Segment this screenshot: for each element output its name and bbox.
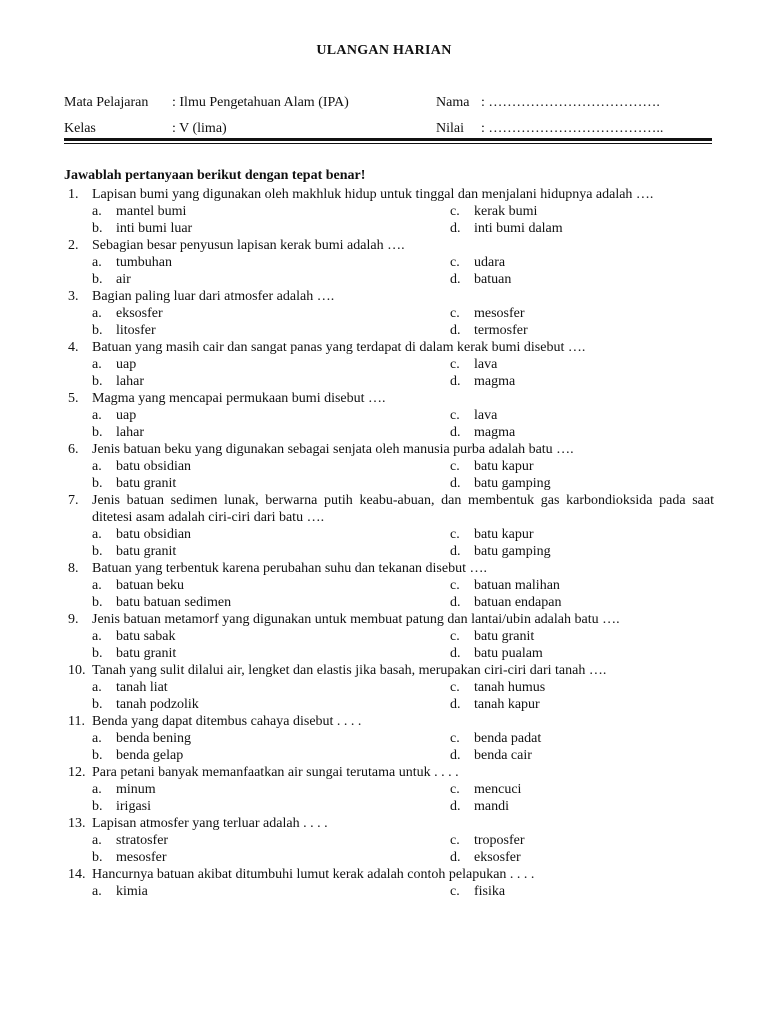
question-number: 2.: [68, 238, 79, 253]
answer-option: [92, 220, 192, 237]
question-text-block: [64, 866, 714, 883]
question-number: 10.: [68, 663, 86, 678]
question-number: 8.: [68, 561, 79, 576]
question-number: 5.: [68, 391, 79, 406]
option-text: tanah humus: [474, 680, 546, 695]
option-letter: b.: [92, 221, 103, 236]
option-text: inti bumi luar: [116, 221, 193, 236]
answer-option: [92, 577, 184, 594]
answer-option: [450, 424, 515, 441]
question-text-block: [64, 339, 714, 356]
answer-option: [450, 798, 509, 815]
question-text: Jenis batuan metamorf yang digunakan untuk membuat patung dan lantai/ubin adalah batu ….: [92, 612, 620, 627]
question-number: 1.: [68, 187, 79, 202]
option-text: eksosfer: [474, 850, 521, 865]
answer-option: [450, 577, 560, 594]
option-text: batu obsidian: [116, 527, 192, 542]
question-item: [64, 713, 714, 764]
answer-option: [92, 373, 144, 390]
option-letter: b.: [92, 595, 103, 610]
answer-option: [92, 322, 156, 339]
question-text-block: [64, 764, 714, 781]
question-number: 12.: [68, 765, 86, 780]
question-list: [64, 186, 714, 900]
option-row: [64, 254, 714, 271]
option-letter: c.: [450, 629, 460, 644]
option-letter: c.: [450, 731, 460, 746]
option-letter: a.: [92, 204, 102, 219]
option-text: tumbuhan: [116, 255, 172, 270]
answer-option: [92, 645, 176, 662]
option-text: magma: [474, 425, 516, 440]
answer-option: [92, 475, 176, 492]
question-text-block: [64, 713, 714, 730]
question-number: 3.: [68, 289, 79, 304]
class-value: : V (lima): [172, 121, 227, 136]
option-letter: d.: [450, 799, 461, 814]
answer-option: [92, 305, 163, 322]
question-item: [64, 611, 714, 662]
option-letter: c.: [450, 408, 460, 423]
question-item: [64, 390, 714, 441]
option-letter: d.: [450, 221, 461, 236]
option-letter: c.: [450, 459, 460, 474]
question-item: [64, 186, 714, 237]
option-row: [64, 628, 714, 645]
option-letter: c.: [450, 357, 460, 372]
instruction-text: Jawablah pertanyaan berikut dengan tepat benar!: [64, 168, 366, 183]
option-letter: b.: [92, 323, 103, 338]
option-letter: a.: [92, 680, 102, 695]
answer-option: [92, 203, 186, 220]
question-item: [64, 237, 714, 288]
option-text: batu batuan sedimen: [116, 595, 232, 610]
answer-option: [92, 356, 136, 373]
option-row: [64, 458, 714, 475]
option-text: stratosfer: [116, 833, 169, 848]
page-title: ULANGAN HARIAN: [316, 43, 452, 58]
question-item: [64, 288, 714, 339]
question-item: [64, 492, 714, 560]
option-text: batu sabak: [116, 629, 176, 644]
question-item: [64, 441, 714, 492]
option-letter: c.: [450, 884, 460, 899]
question-number: 4.: [68, 340, 79, 355]
option-letter: d.: [450, 476, 461, 491]
score-label: Nilai: [436, 121, 464, 136]
option-letter: d.: [450, 374, 461, 389]
class-label: Kelas: [64, 121, 96, 136]
question-text-block: [64, 560, 714, 577]
answer-option: [92, 407, 136, 424]
option-letter: c.: [450, 833, 460, 848]
option-letter: d.: [450, 850, 461, 865]
question-text: Lapisan bumi yang digunakan oleh makhluk hidup untuk tinggal dan menjalani hidupnya adalah ….: [92, 187, 654, 202]
answer-option: [450, 832, 525, 849]
option-text: batu pualam: [474, 646, 543, 661]
score-field: : ………………………………..: [481, 121, 664, 136]
answer-option: [92, 458, 191, 475]
option-row: [64, 781, 714, 798]
header-rule-thick: [64, 138, 712, 141]
option-row: [64, 543, 714, 560]
option-text: uap: [116, 357, 137, 372]
option-text: litosfer: [116, 323, 156, 338]
answer-option: [92, 798, 151, 815]
option-letter: c.: [450, 204, 460, 219]
option-text: air: [116, 272, 131, 287]
question-item: [64, 764, 714, 815]
answer-option: [450, 628, 534, 645]
subject-label: Mata Pelajaran: [64, 95, 149, 110]
answer-option: [450, 322, 528, 339]
option-letter: a.: [92, 255, 102, 270]
option-row: [64, 883, 714, 900]
question-number: 14.: [68, 867, 86, 882]
answer-option: [450, 730, 541, 747]
option-letter: d.: [450, 595, 461, 610]
option-row: [64, 373, 714, 390]
question-text: Jenis batuan sedimen lunak, berwarna putih keabu-abuan, dan membentuk gas karbondioksida pada saat ditetesi asam adalah ciri-ciri dari batu ….: [92, 493, 714, 525]
option-row: [64, 526, 714, 543]
option-text: batuan: [474, 272, 512, 287]
option-row: [64, 849, 714, 866]
option-letter: b.: [92, 374, 103, 389]
option-text: benda bening: [116, 731, 192, 746]
answer-option: [450, 849, 521, 866]
question-text-block: [64, 237, 714, 254]
option-text: batuan beku: [116, 578, 185, 593]
option-row: [64, 271, 714, 288]
answer-option: [450, 526, 533, 543]
option-letter: d.: [450, 646, 461, 661]
option-letter: c.: [450, 255, 460, 270]
name-label: Nama: [436, 95, 470, 110]
option-text: tanah podzolik: [116, 697, 199, 712]
option-text: batu kapur: [474, 527, 534, 542]
option-text: uap: [116, 408, 137, 423]
option-row: [64, 203, 714, 220]
option-row: [64, 696, 714, 713]
option-text: udara: [474, 255, 506, 270]
option-row: [64, 577, 714, 594]
name-field: : ……………………………….: [481, 95, 660, 110]
option-row: [64, 832, 714, 849]
option-row: [64, 356, 714, 373]
option-row: [64, 730, 714, 747]
option-letter: d.: [450, 272, 461, 287]
option-text: tanah liat: [116, 680, 168, 695]
option-text: batu granit: [116, 544, 177, 559]
question-text: Benda yang dapat ditembus cahaya disebut . . . .: [92, 714, 362, 729]
option-text: batu granit: [116, 476, 177, 491]
question-number: 9.: [68, 612, 79, 627]
answer-option: [450, 220, 563, 237]
option-row: [64, 475, 714, 492]
question-number: 13.: [68, 816, 86, 831]
option-letter: d.: [450, 748, 461, 763]
answer-option: [450, 679, 545, 696]
option-letter: b.: [92, 272, 103, 287]
option-letter: b.: [92, 850, 103, 865]
option-letter: c.: [450, 782, 460, 797]
answer-option: [450, 458, 533, 475]
option-text: batu gamping: [474, 544, 551, 559]
option-text: lava: [474, 357, 498, 372]
question-text: Batuan yang terbentuk karena perubahan suhu dan tekanan disebut ….: [92, 561, 487, 576]
option-letter: c.: [450, 680, 460, 695]
answer-option: [450, 305, 525, 322]
answer-option: [450, 883, 505, 900]
answer-option: [450, 356, 497, 373]
answer-option: [92, 883, 148, 900]
answer-option: [450, 254, 505, 271]
question-text: Batuan yang masih cair dan sangat panas yang terdapat di dalam kerak bumi disebut ….: [92, 340, 586, 355]
answer-option: [92, 543, 176, 560]
option-letter: d.: [450, 544, 461, 559]
option-text: batuan endapan: [474, 595, 562, 610]
option-text: mesosfer: [474, 306, 525, 321]
answer-option: [92, 526, 191, 543]
option-letter: a.: [92, 833, 102, 848]
answer-option: [450, 645, 543, 662]
option-text: benda cair: [474, 748, 532, 763]
option-letter: a.: [92, 357, 102, 372]
answer-option: [450, 373, 515, 390]
question-item: [64, 560, 714, 611]
question-number: 6.: [68, 442, 79, 457]
subject-value: : Ilmu Pengetahuan Alam (IPA): [172, 95, 349, 110]
option-row: [64, 645, 714, 662]
option-text: lahar: [116, 425, 144, 440]
option-letter: a.: [92, 527, 102, 542]
option-letter: d.: [450, 323, 461, 338]
question-text: Jenis batuan beku yang digunakan sebagai senjata oleh manusia purba adalah batu ….: [92, 442, 574, 457]
option-text: batu gamping: [474, 476, 551, 491]
option-letter: d.: [450, 697, 461, 712]
option-letter: b.: [92, 425, 103, 440]
question-text-block: [64, 390, 714, 407]
option-text: mencuci: [474, 782, 522, 797]
option-text: minum: [116, 782, 156, 797]
answer-option: [92, 747, 183, 764]
option-text: mandi: [474, 799, 509, 814]
option-row: [64, 747, 714, 764]
answer-option: [450, 696, 540, 713]
option-letter: a.: [92, 884, 102, 899]
option-text: troposfer: [474, 833, 525, 848]
question-number: 11.: [68, 714, 85, 729]
header-rule-thin: [64, 143, 712, 144]
question-text: Lapisan atmosfer yang terluar adalah . . . .: [92, 816, 328, 831]
option-text: batu granit: [116, 646, 177, 661]
answer-option: [92, 424, 144, 441]
option-letter: a.: [92, 782, 102, 797]
question-item: [64, 339, 714, 390]
option-text: benda padat: [474, 731, 542, 746]
option-text: lava: [474, 408, 498, 423]
option-row: [64, 322, 714, 339]
question-item: [64, 815, 714, 866]
question-text: Para petani banyak memanfaatkan air sungai terutama untuk . . . .: [92, 765, 459, 780]
option-row: [64, 305, 714, 322]
option-letter: c.: [450, 527, 460, 542]
option-text: inti bumi dalam: [474, 221, 563, 236]
option-text: magma: [474, 374, 516, 389]
answer-option: [450, 543, 551, 560]
option-letter: a.: [92, 459, 102, 474]
option-letter: c.: [450, 578, 460, 593]
answer-option: [92, 781, 156, 798]
question-item: [64, 662, 714, 713]
option-text: lahar: [116, 374, 144, 389]
option-letter: b.: [92, 748, 103, 763]
option-letter: d.: [450, 425, 461, 440]
option-letter: a.: [92, 731, 102, 746]
answer-option: [450, 747, 532, 764]
answer-option: [450, 271, 511, 288]
option-text: batu granit: [474, 629, 535, 644]
option-letter: b.: [92, 799, 103, 814]
answer-option: [92, 832, 168, 849]
option-letter: b.: [92, 476, 103, 491]
option-text: batuan malihan: [474, 578, 560, 593]
question-text-block: [64, 662, 714, 679]
option-text: eksosfer: [116, 306, 163, 321]
option-row: [64, 220, 714, 237]
question-text-block: [64, 186, 714, 203]
answer-option: [92, 730, 191, 747]
answer-option: [92, 628, 175, 645]
option-text: termosfer: [474, 323, 528, 338]
question-text-block: [64, 611, 714, 628]
option-row: [64, 407, 714, 424]
option-text: batu kapur: [474, 459, 534, 474]
option-text: mantel bumi: [116, 204, 187, 219]
option-letter: a.: [92, 408, 102, 423]
option-letter: b.: [92, 646, 103, 661]
option-text: mesosfer: [116, 850, 167, 865]
question-text: Tanah yang sulit dilalui air, lengket dan elastis jika basah, merupakan ciri-ciri dari tanah ….: [92, 663, 607, 678]
answer-option: [450, 407, 497, 424]
question-text-block: [64, 441, 714, 458]
question-text-block: [64, 288, 714, 305]
option-letter: a.: [92, 578, 102, 593]
answer-option: [450, 203, 537, 220]
answer-option: [92, 254, 172, 271]
option-text: batu obsidian: [116, 459, 192, 474]
option-text: fisika: [474, 884, 506, 899]
question-text-block: [64, 815, 714, 832]
answer-option: [92, 696, 199, 713]
question-number: 7.: [68, 493, 79, 508]
answer-option: [92, 594, 231, 611]
option-letter: a.: [92, 629, 102, 644]
option-text: kimia: [116, 884, 148, 899]
option-letter: b.: [92, 544, 103, 559]
answer-option: [92, 849, 167, 866]
question-text-block: [64, 492, 714, 526]
answer-option: [450, 475, 551, 492]
question-text: Hancurnya batuan akibat ditumbuhi lumut kerak adalah contoh pelapukan . . . .: [92, 867, 535, 882]
option-text: benda gelap: [116, 748, 184, 763]
option-letter: b.: [92, 697, 103, 712]
option-text: tanah kapur: [474, 697, 540, 712]
option-letter: c.: [450, 306, 460, 321]
option-text: kerak bumi: [474, 204, 538, 219]
option-row: [64, 798, 714, 815]
answer-option: [92, 271, 131, 288]
question-item: [64, 866, 714, 900]
option-row: [64, 424, 714, 441]
answer-option: [450, 594, 561, 611]
question-text: Magma yang mencapai permukaan bumi disebut ….: [92, 391, 386, 406]
answer-option: [92, 679, 168, 696]
option-text: irigasi: [116, 799, 151, 814]
question-text: Bagian paling luar dari atmosfer adalah ….: [92, 289, 335, 304]
option-row: [64, 594, 714, 611]
option-row: [64, 679, 714, 696]
option-letter: a.: [92, 306, 102, 321]
answer-option: [450, 781, 521, 798]
question-text: Sebagian besar penyusun lapisan kerak bumi adalah ….: [92, 238, 405, 253]
